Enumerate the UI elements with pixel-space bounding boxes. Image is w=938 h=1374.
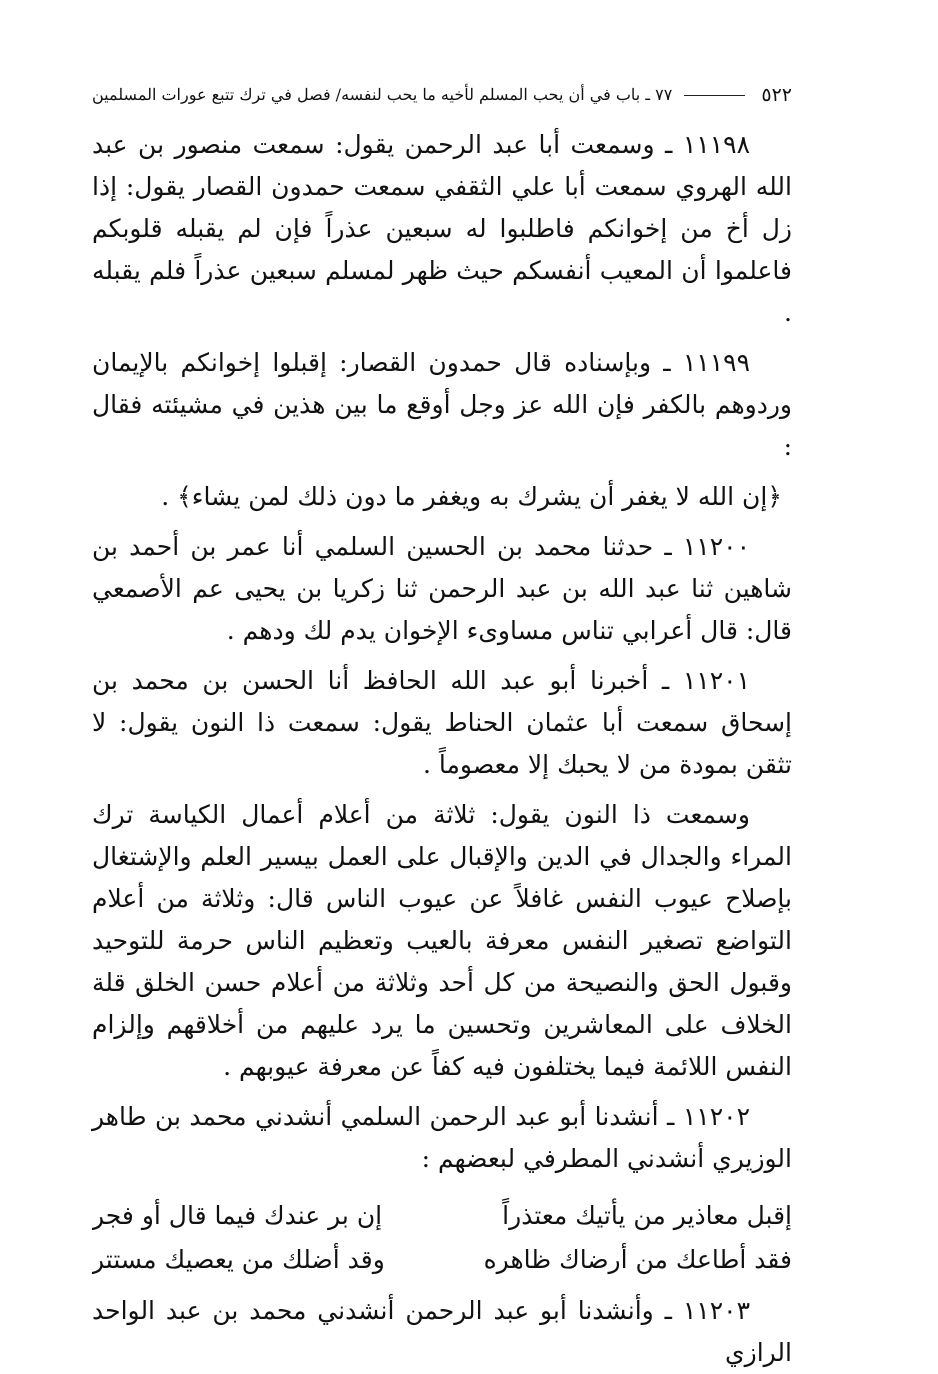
verse-first-hemistich: فقد أطاعك من أرضاك ظاهره	[483, 1245, 792, 1274]
poem	[92, 1194, 792, 1282]
paragraph-11202: ١١٢٠٢ ـ أنشدنا أبو عبد الرحمن السلمي أنشدني محمد بن طاهر الوزيري أنشدني المطرفي لبعضهم :	[92, 1102, 792, 1173]
paragraph-11201: ١١٢٠١ ـ أخبرنا أبو عبد الله الحافظ أنا الحسن بن محمد بن إسحاق سمعت أبا عثمان الحناط يقول: سمعت ذا النون يقول: لا تثقن بمودة من لا يحبك إلا معصوماً .	[92, 666, 792, 779]
page-header	[92, 78, 792, 112]
verse-second-hemistich: وقد أضلك من يعصيك مستتر	[92, 1245, 385, 1274]
paragraph-11203: ١١٢٠٣ ـ وأنشدنا أبو عبد الرحمن أنشدني محمد بن عبد الواحد الرازي	[92, 1296, 792, 1367]
poem-verse	[92, 1194, 792, 1238]
page-number: ٥٢٢	[761, 84, 792, 106]
quran-verse: ﴿إن الله لا يغفر أن يشرك به ويغفر ما دون ذلك لمن يشاء﴾ .	[161, 482, 782, 511]
poem-verse	[92, 1238, 792, 1282]
paragraph-11199: ١١١٩٩ ـ وبإسناده قال حمدون القصار: إقبلوا إخوانكم بالإيمان وردوهم بالكفر فإن الله عز وجل أوقع ما بين هذين في مشيئته فقال :	[92, 348, 792, 461]
verse-first-hemistich: إقبل معاذير من يأتيك معتذراً	[502, 1201, 792, 1230]
paragraph-11198: ١١١٩٨ ـ وسمعت أبا عبد الرحمن يقول: سمعت منصور بن عبد الله الهروي سمعت أبا علي الثقفي سمعت حمدون القصار يقول: إذا زل أخ من إخوانكم فاطلبوا له سبعين عذراً فإن لم يقبله قلوبكم فاعلموا أن المعيب أنفسكم حيث ظهر لمسلم سبعين عذراً فلم يقبله .	[92, 130, 792, 327]
verse-second-hemistich: إن بر عندك فيما قال أو فجر	[92, 1201, 383, 1230]
paragraph-dhu-al-nun: وسمعت ذا النون يقول: ثلاثة من أعلام أعمال الكياسة ترك المراء والجدال في الدين والإقبال على العمل بيسير العلم والإشتغال بإصلاح عيوب النفس غافلاً عن عيوب الناس قال: وثلاثة من أعلام التواضع تصغير النفس معرفة بالعيب وتعظيم الناس حرمة للتوحيد وقبول الحق والنصيحة من كل أحد وثلاثة من أعلام حسن الخلق قلة الخلاف على المعاشرين وتحسين ما يرد عليهم من أخلاقهم وإلزام النفس اللائمة فيما يختلفون فيه كفاً عن معرفة عيوبهم .	[92, 800, 792, 1081]
running-title: ٧٧ ـ باب في أن يحب المسلم لأخيه ما يحب لنفسه/ فصل في ترك تتبع عورات المسلمين	[92, 85, 673, 104]
paragraph-11200: ١١٢٠٠ ـ حدثنا محمد بن الحسين السلمي أنا عمر بن أحمد بن شاهين ثنا عبد الله بن عبد الرحمن ثنا زكريا بن يحيى عم الأصمعي قال: قال أعرابي تناس مساوىء الإخوان يدم لك ودهم .	[92, 532, 792, 645]
document-page	[92, 78, 792, 1374]
header-rule	[684, 95, 745, 96]
